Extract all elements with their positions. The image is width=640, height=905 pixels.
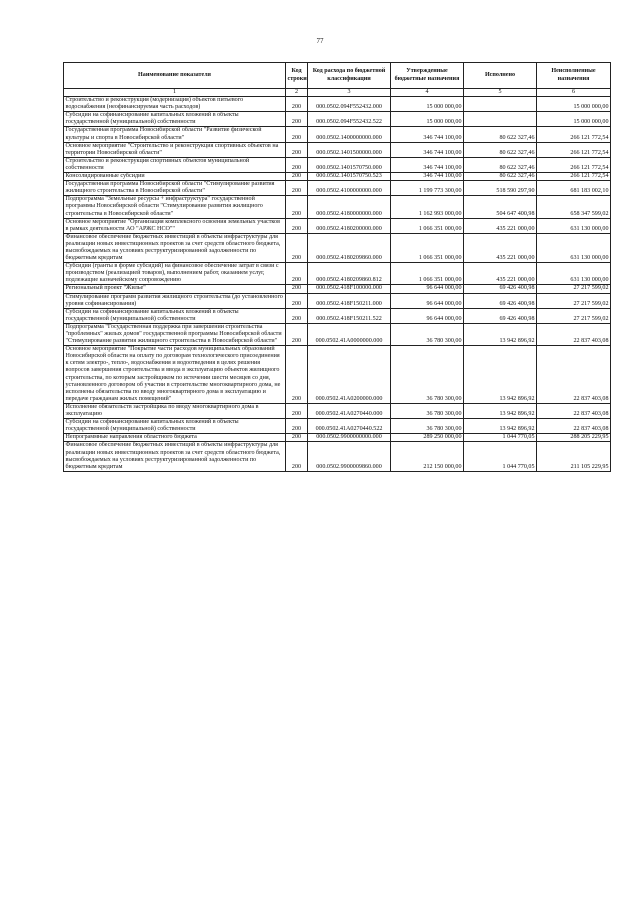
row-name: Субсидии на софинансирование капитальных вложений в объекты государственной (муниципальной) собственности: [64, 112, 286, 127]
row-line-code: 200: [286, 323, 308, 345]
row-line-code: 200: [286, 157, 308, 172]
row-budget-code: 000.0502.41A0000000.000: [308, 323, 391, 345]
row-line-code: 200: [286, 442, 308, 471]
row-name: Подпрограмма "Государственная поддержка при завершении строительства "проблемных" жилых домов" государственной программы Новосибирской области "Стимулирование развития жилищного строительства в Новосибирской области": [64, 323, 286, 345]
column-header-budget-code: Код расхода по бюджетной классификации: [308, 63, 391, 89]
column-number: 4: [391, 89, 464, 97]
row-executed: [464, 112, 537, 127]
row-executed: 80 622 327,46: [464, 173, 537, 181]
row-line-code: 200: [286, 233, 308, 262]
row-executed: 13 942 896,92: [464, 403, 537, 418]
row-budget-code: 000.0502.1401570750.523: [308, 173, 391, 181]
row-executed: 69 426 400,98: [464, 308, 537, 323]
row-line-code: 200: [286, 142, 308, 157]
row-line-code: 200: [286, 293, 308, 308]
row-line-code: 200: [286, 112, 308, 127]
row-budget-code: 000.0502.1401570750.000: [308, 157, 391, 172]
row-unexecuted: 27 217 599,02: [537, 308, 611, 323]
row-unexecuted: 22 837 403,08: [537, 346, 611, 404]
table-row: [64, 196, 611, 218]
row-executed: 13 942 896,92: [464, 419, 537, 434]
column-number-row: [64, 89, 611, 97]
row-unexecuted: 631 130 000,00: [537, 233, 611, 262]
table-row: [64, 403, 611, 418]
row-name: Субсидии на софинансирование капитальных вложений в объекты государственной (муниципальной) собственности: [64, 419, 286, 434]
row-line-code: 200: [286, 419, 308, 434]
row-budget-code: 000.0502.41A0270440.000: [308, 403, 391, 418]
budget-execution-table: [63, 62, 611, 472]
row-unexecuted: 266 121 772,54: [537, 173, 611, 181]
row-line-code: 200: [286, 346, 308, 404]
row-name: Государственная программа Новосибирской области "Стимулирование развития жилищного строительства в Новосибирской области": [64, 181, 286, 196]
table-row: [64, 419, 611, 434]
row-approved: 1 199 773 300,00: [391, 181, 464, 196]
column-number: 6: [537, 89, 611, 97]
row-budget-code: 000.0502.41A0270440.522: [308, 419, 391, 434]
row-name: Исполнение обязательств застройщика по вводу многоквартирного дома в эксплуатацию: [64, 403, 286, 418]
row-name: Основное мероприятие "Покрытие части расходов муниципальных образований Новосибирской области на оплату по договорам технологического присоединения к сетям электро-, тепло-, водоснабжения и водоотведения в целях решения вопросов завершения строительства и ввода в эксплуатацию объектов жилищного строительства, по которым застройщиком по истечении шести месяцев со дня, установленного договором об участии в строительстве многоквартирного дома, не исполнены обязательства по вводу многоквартирного дома в эксплуатацию и передаче гражданам жилых помещений": [64, 346, 286, 404]
row-line-code: 200: [286, 196, 308, 218]
table-row: [64, 323, 611, 345]
row-name: Основное мероприятие "Организация комплексного освоения земельных участков в рамках деятельности АО "АРЖС НСО"": [64, 218, 286, 233]
row-executed: 80 622 327,46: [464, 142, 537, 157]
row-name: Финансовое обеспечение бюджетных инвестиций в объекты инфраструктуры для реализации новых инвестиционных проектов за счет средств областного бюджета, высвобождаемых на условиях реструктуризированной задолженности по бюджетным кредитам: [64, 233, 286, 262]
row-approved: 36 780 300,00: [391, 346, 464, 404]
row-budget-code: 000.0502.418F150211.522: [308, 308, 391, 323]
row-unexecuted: 211 105 229,95: [537, 442, 611, 471]
row-approved: 96 644 000,00: [391, 285, 464, 293]
row-unexecuted: 681 183 002,10: [537, 181, 611, 196]
row-executed: 518 590 297,90: [464, 181, 537, 196]
row-approved: 212 150 000,00: [391, 442, 464, 471]
row-budget-code: 000.0502.9900009860.000: [308, 442, 391, 471]
table-row: [64, 233, 611, 262]
table-row: [64, 142, 611, 157]
row-unexecuted: 288 205 229,95: [537, 434, 611, 442]
row-approved: 1 066 351 000,00: [391, 218, 464, 233]
row-line-code: 200: [286, 218, 308, 233]
row-approved: 346 744 100,00: [391, 173, 464, 181]
table-row: [64, 308, 611, 323]
table-row: [64, 157, 611, 172]
table-row: [64, 218, 611, 233]
row-name: Непрограммные направления областного бюджета: [64, 434, 286, 442]
row-executed: [464, 97, 537, 112]
row-budget-code: 000.0502.094F552432.000: [308, 97, 391, 112]
row-budget-code: 000.0502.4180209860.812: [308, 263, 391, 285]
column-header-line-code: Код строки: [286, 63, 308, 89]
row-budget-code: 000.0502.1401500000.000: [308, 142, 391, 157]
row-line-code: 200: [286, 127, 308, 142]
row-executed: 504 647 400,98: [464, 196, 537, 218]
row-line-code: 200: [286, 173, 308, 181]
table-row: [64, 112, 611, 127]
row-approved: 96 644 000,00: [391, 308, 464, 323]
row-approved: 15 000 000,00: [391, 112, 464, 127]
row-line-code: 200: [286, 263, 308, 285]
table-header-row: [64, 63, 611, 89]
table-row: [64, 263, 611, 285]
row-name: Строительство и реконструкция (модернизация) объектов питьевого водоснабжения (неофинансируемая часть расходов): [64, 97, 286, 112]
row-unexecuted: 266 121 772,54: [537, 142, 611, 157]
row-name: Субсидии (гранты в форме субсидий) на финансовое обеспечение затрат в связи с производством (реализацией товаров), выполнением работ, оказанием услуг, подлежащие казначейскому сопровождению: [64, 263, 286, 285]
row-unexecuted: 22 837 403,08: [537, 403, 611, 418]
row-name: Стимулирование программ развития жилищного строительства (до установленного уровня софинансирования): [64, 293, 286, 308]
row-unexecuted: 631 130 000,00: [537, 263, 611, 285]
column-number: 2: [286, 89, 308, 97]
row-line-code: 200: [286, 434, 308, 442]
column-header-approved: Утвержденные бюджетные назначения: [391, 63, 464, 89]
row-approved: 15 000 000,00: [391, 97, 464, 112]
row-approved: 346 744 100,00: [391, 142, 464, 157]
row-approved: 36 780 300,00: [391, 419, 464, 434]
row-line-code: 200: [286, 181, 308, 196]
row-approved: 36 780 300,00: [391, 403, 464, 418]
row-budget-code: 000.0502.094F552432.522: [308, 112, 391, 127]
row-name: Региональный проект "Жилье": [64, 285, 286, 293]
row-name: Государственная программа Новосибирской области "Развитие физической культуры и спорта в Новосибирской области": [64, 127, 286, 142]
table-row: [64, 127, 611, 142]
column-header-name: Наименование показателя: [64, 63, 286, 89]
row-executed: 80 622 327,46: [464, 157, 537, 172]
row-executed: 69 426 400,98: [464, 285, 537, 293]
row-unexecuted: 266 121 772,54: [537, 127, 611, 142]
row-line-code: 200: [286, 403, 308, 418]
row-budget-code: 000.0502.1400000000.000: [308, 127, 391, 142]
table-body: [64, 97, 611, 472]
row-executed: 435 221 000,00: [464, 218, 537, 233]
row-name: Подпрограмма "Земельные ресурсы + инфраструктура" государственной программы Новосибирской области "Стимулирование развития жилищного строительства в Новосибирской области": [64, 196, 286, 218]
column-header-unexecuted: Неисполненные назначения: [537, 63, 611, 89]
row-name: Консолидированные субсидии: [64, 173, 286, 181]
row-executed: 1 044 770,05: [464, 442, 537, 471]
row-executed: 13 942 896,92: [464, 346, 537, 404]
row-line-code: 200: [286, 308, 308, 323]
row-approved: 96 644 000,00: [391, 293, 464, 308]
row-approved: 346 744 100,00: [391, 127, 464, 142]
table-row: [64, 346, 611, 404]
row-budget-code: 000.0502.418F150211.000: [308, 293, 391, 308]
column-number: 1: [64, 89, 286, 97]
row-executed: 1 044 770,05: [464, 434, 537, 442]
row-line-code: 200: [286, 97, 308, 112]
row-unexecuted: 22 837 403,08: [537, 323, 611, 345]
row-approved: 36 780 300,00: [391, 323, 464, 345]
row-budget-code: 000.0502.4180000000.000: [308, 196, 391, 218]
row-approved: 1 162 993 000,00: [391, 196, 464, 218]
table-row: [64, 173, 611, 181]
row-unexecuted: 658 347 599,02: [537, 196, 611, 218]
row-unexecuted: 266 121 772,54: [537, 157, 611, 172]
row-unexecuted: 27 217 599,02: [537, 293, 611, 308]
row-name: Субсидии на софинансирование капитальных вложений в объекты государственной (муниципальной) собственности: [64, 308, 286, 323]
row-line-code: 200: [286, 285, 308, 293]
row-executed: 80 622 327,46: [464, 127, 537, 142]
row-name: Основное мероприятие "Строительство и реконструкция спортивных объектов на территории Новосибирской области": [64, 142, 286, 157]
column-number: 5: [464, 89, 537, 97]
table-row: [64, 434, 611, 442]
row-budget-code: 000.0502.4180200000.000: [308, 218, 391, 233]
row-budget-code: 000.0502.4100000000.000: [308, 181, 391, 196]
row-name: Строительство и реконструкция спортивных объектов муниципальной собственности: [64, 157, 286, 172]
row-approved: 1 066 351 000,00: [391, 233, 464, 262]
row-unexecuted: 15 000 000,00: [537, 97, 611, 112]
row-approved: 1 066 351 000,00: [391, 263, 464, 285]
row-unexecuted: 27 217 599,02: [537, 285, 611, 293]
column-number: 3: [308, 89, 391, 97]
table-row: [64, 181, 611, 196]
row-unexecuted: 631 130 000,00: [537, 218, 611, 233]
row-unexecuted: 15 000 000,00: [537, 112, 611, 127]
row-executed: 13 942 896,92: [464, 323, 537, 345]
table-row: [64, 285, 611, 293]
row-budget-code: 000.0502.418F100000.000: [308, 285, 391, 293]
row-budget-code: 000.0502.9900000000.000: [308, 434, 391, 442]
row-budget-code: 000.0502.4180209860.000: [308, 233, 391, 262]
row-executed: 435 221 000,00: [464, 233, 537, 262]
table-row: [64, 97, 611, 112]
row-unexecuted: 22 837 403,08: [537, 419, 611, 434]
table-row: [64, 442, 611, 471]
row-executed: 69 426 400,98: [464, 293, 537, 308]
row-approved: 289 250 000,00: [391, 434, 464, 442]
row-name: Финансовое обеспечение бюджетных инвестиций в объекты инфраструктуры для реализации новых инвестиционных проектов за счет средств областного бюджета, высвобождаемых на условиях реструктуризированной задолженности по бюджетным кредитам: [64, 442, 286, 471]
column-header-executed: Исполнено: [464, 63, 537, 89]
row-executed: 435 221 000,00: [464, 263, 537, 285]
page-number: 77: [316, 37, 324, 45]
row-approved: 346 744 100,00: [391, 157, 464, 172]
row-budget-code: 000.0502.41A0200000.000: [308, 346, 391, 404]
table-row: [64, 293, 611, 308]
